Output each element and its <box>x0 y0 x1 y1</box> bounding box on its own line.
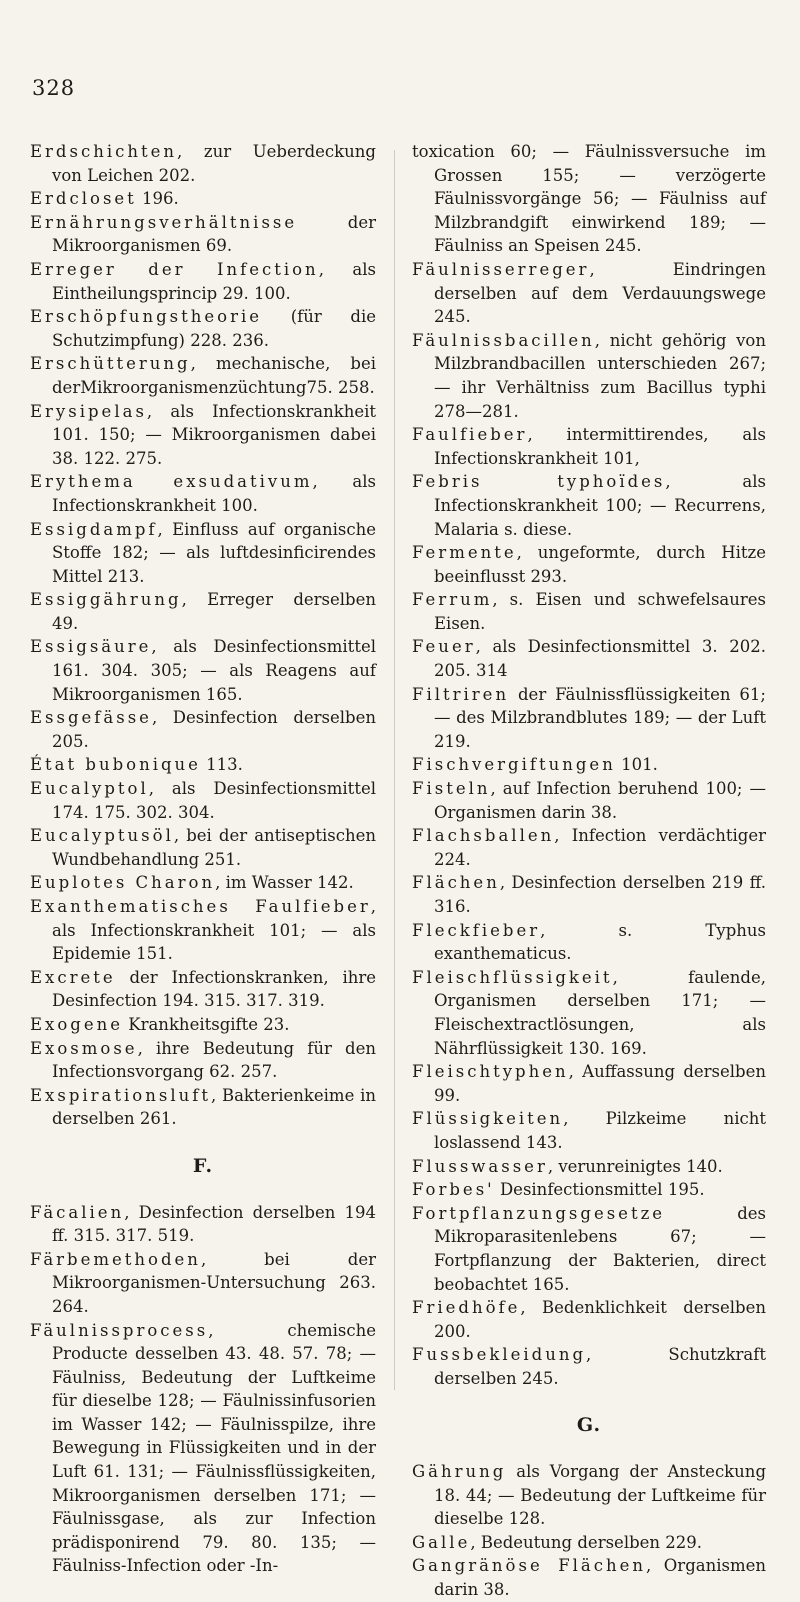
entry-text: , Desinfection derselben 219 ff. 316. <box>434 873 766 916</box>
entry-text: Desinfectionsmittel 195. <box>494 1180 705 1200</box>
entry-text: , s. Typhus exanthematicus. <box>434 920 766 964</box>
index-entry <box>412 541 766 588</box>
index-entry <box>30 1201 376 1248</box>
entry-text: Krankheitsgifte 23. <box>123 1014 290 1034</box>
entry-text: , chemische Producte desselben 43. 48. 57. 78; — Fäulniss, Bedeutung der Luftkeime für dieselbe 128; — Fäulnissinfusorien im Wasser 142; — Fäulnisspilze, ihre Bewegung in Flüssigkeiten und in der Luft 61. 131; — Fäulnissflüssigkeiten, Mikroorganismen derselben 171; — Fäulnissgase, als zur Infection prädisponirend 79. 80. 135; — Fäulniss-Infection oder -In- <box>52 1320 376 1576</box>
entry-headword: Gährung <box>412 1462 507 1482</box>
entry-text: , als Desinfectionsmittel 174. 175. 302. 304. <box>52 779 376 822</box>
page-number: 328 <box>32 76 76 100</box>
entry-text: 196. <box>136 189 179 209</box>
entry-text: , Pilzkeime nicht loslassend 143. <box>434 1109 766 1152</box>
index-entry <box>30 1319 376 1579</box>
index-entry <box>30 258 376 305</box>
entry-headword: Erschütterung <box>30 354 191 374</box>
entry-text: , Desinfection derselben 194 ff. 315. 317. 519. <box>52 1202 376 1246</box>
entry-text: , Infection verdächtiger 224. <box>434 826 766 869</box>
entry-headword: Eucalyptusöl <box>30 826 174 846</box>
index-entry <box>412 1296 766 1343</box>
entry-text: , Einfluss auf organische Stoffe 182; — als luftdesinficirendes Mittel 213. <box>52 519 376 586</box>
index-entry <box>30 966 376 1013</box>
index-entry <box>30 1084 376 1131</box>
index-entry <box>412 824 766 871</box>
entry-headword: Exspirationsluft <box>30 1085 211 1105</box>
entry-headword: Exogene <box>30 1014 124 1034</box>
entry-text: , als Desinfectionsmittel 161. 304. 305; — als Reagens auf Mikroorganismen 165. <box>52 637 376 704</box>
index-entry <box>412 1107 766 1154</box>
entry-text: , Bedeutung derselben 229. <box>470 1532 703 1552</box>
index-entry <box>30 871 376 895</box>
entry-headword: Fäulnissbacillen <box>412 330 595 350</box>
entry-text: , ihre Bedeutung für den Infectionsvorgang 62. 257. <box>52 1038 376 1082</box>
index-entry <box>412 1060 766 1107</box>
entry-text: , Erreger derselben 49. <box>52 590 376 633</box>
entry-text: , faulende, Organismen derselben 171; — Fleischextractlösungen, als Nährflüssigkeit 130. 169. <box>434 967 766 1058</box>
entry-headword: Febris typhoïdes <box>412 472 666 492</box>
entry-headword: Fisteln <box>412 779 491 799</box>
index-entry <box>412 423 766 470</box>
entry-headword: Fäulnissprocess <box>30 1320 209 1340</box>
index-entry <box>30 588 376 635</box>
index-entry <box>30 400 376 471</box>
index-entry <box>412 753 766 777</box>
section-letter: G. <box>576 1414 602 1437</box>
entry-text: , als Infectionskrankheit 100. <box>52 472 376 515</box>
index-entry <box>30 470 376 517</box>
entry-headword: Flusswasser <box>412 1156 548 1176</box>
entry-headword: Fortpflanzungsgesetze <box>412 1203 666 1223</box>
index-entry <box>412 1531 766 1555</box>
index-entry <box>412 329 766 423</box>
entry-headword: Färbemethoden <box>30 1249 201 1269</box>
index-entry <box>412 683 766 754</box>
index-entry <box>412 1155 766 1179</box>
entry-text: , Schutzkraft derselben 245. <box>434 1345 766 1388</box>
right-column <box>412 140 766 1602</box>
entry-text: , bei der antiseptischen Wundbehandlung 251. <box>52 826 376 869</box>
left-column <box>30 140 376 1578</box>
index-entry <box>30 753 376 777</box>
entry-text: , bei der Mikroorganismen-Untersuchung 263. 264. <box>52 1249 376 1316</box>
entry-text: , intermittirendes, als Infectionskrankheit 101, <box>434 425 766 468</box>
entry-text: , s. Eisen und schwefelsaures Eisen. <box>434 590 766 633</box>
entry-text: 101. <box>615 755 658 775</box>
entry-headword: Forbes' <box>412 1180 495 1200</box>
entry-headword: Excrete <box>30 967 116 987</box>
column-divider <box>394 150 395 1390</box>
entry-text: , zur Ueberdeckung von Leichen 202. <box>52 142 376 185</box>
entry-text: , verunreinigtes 140. <box>547 1156 723 1176</box>
entry-headword: Fäulnisserreger <box>412 259 590 279</box>
entry-headword: Flüssigkeiten <box>412 1109 564 1129</box>
index-entry <box>30 895 376 966</box>
entry-headword: Exanthematisches Faulfieber <box>30 897 371 916</box>
index-entry <box>412 635 766 682</box>
entry-text: (für die Schutzimpfung) 228. 236. <box>52 307 376 350</box>
index-entry <box>30 777 376 824</box>
entry-text: , im Wasser 142. <box>215 873 354 893</box>
entry-headword: Galle <box>412 1532 471 1552</box>
index-entry <box>30 140 376 187</box>
entry-headword: Euplotes Charon <box>30 873 216 893</box>
entry-text: , mechanische, bei derMikroorganismenzüchtung75. 258. <box>52 354 376 397</box>
entry-headword: Eucalyptol <box>30 779 149 799</box>
index-entry <box>30 1037 376 1084</box>
entry-headword: Feuer <box>412 637 476 657</box>
entry-headword: Essigsäure <box>30 637 152 657</box>
entry-text: der Fäulnissflüssigkeiten 61; — des Milzbrandblutes 189; — der Luft 219. <box>434 684 766 751</box>
index-entry <box>412 258 766 329</box>
entry-text: , als Desinfectionsmittel 3. 202. 205. 314 <box>434 637 766 681</box>
entry-headword: Essigdampf <box>30 519 158 539</box>
entry-headword: Erysipelas <box>30 401 147 421</box>
index-entry <box>30 518 376 589</box>
entry-text: , Eindringen derselben auf dem Verdauungswege 245. <box>434 259 766 327</box>
index-entry <box>30 824 376 871</box>
entry-text: , als Infectionskrankheit 101. 150; — Mikroorganismen dabei 38. 122. 275. <box>52 401 376 468</box>
index-entry-continuation <box>412 140 766 258</box>
index-entry <box>412 1460 766 1531</box>
index-entry <box>30 1248 376 1319</box>
entry-text: , als Eintheilungsprincip 29. 100. <box>52 259 376 303</box>
entry-headword: Faulfieber <box>412 425 528 445</box>
entry-headword: Fäcalien <box>30 1202 125 1222</box>
entry-text: , nicht gehörig von Milzbrandbacillen unterschieden 267; — ihr Verhältniss zum Bacillus typhi 278—281. <box>434 330 766 421</box>
entry-text: , auf Infection beruhend 100; — Organismen darin 38. <box>434 779 766 822</box>
entry-text: des Mikroparasitenlebens 67; — Fortpflanzung der Bakterien, direct beobachtet 165. <box>434 1203 766 1294</box>
entry-text: , Auffassung derselben 99. <box>434 1062 766 1105</box>
entry-headword: Fermente <box>412 543 517 563</box>
entry-headword: Erdschichten <box>30 142 177 161</box>
entry-text: als Vorgang der Ansteckung 18. 44; — Bedeutung der Luftkeime für dieselbe 128. <box>434 1462 766 1529</box>
entry-text: , ungeformte, durch Hitze beeinflusst 293. <box>434 543 766 586</box>
index-entry <box>412 1554 766 1601</box>
entry-headword: Erythema exsudativum <box>30 472 313 492</box>
entry-headword: Erdcloset <box>30 189 137 209</box>
index-entry <box>412 1202 766 1296</box>
entry-headword: Flachsballen <box>412 826 555 846</box>
index-entry <box>30 211 376 258</box>
entry-headword: Erreger der Infection <box>30 259 319 279</box>
entry-text: , als Infectionskrankheit 101; — als Epidemie 151. <box>52 897 376 964</box>
entry-headword: Essgefässe <box>30 708 152 728</box>
index-entry <box>30 635 376 706</box>
entry-headword: Fleckfieber <box>412 920 541 940</box>
entry-text: , Bedenklichkeit derselben 200. <box>434 1298 766 1341</box>
entry-headword: Essiggährung <box>30 590 182 610</box>
entry-headword: Fussbekleidung <box>412 1345 587 1365</box>
entry-headword: Gangränöse Flächen <box>412 1556 647 1576</box>
entry-text: , Organismen darin 38. <box>434 1556 767 1600</box>
index-entry <box>412 871 766 918</box>
section-letter: F. <box>192 1154 214 1177</box>
entry-headword: Erschöpfungstheorie <box>30 307 263 327</box>
entry-headword: Fischvergiftungen <box>412 755 616 775</box>
entry-text: , Desinfection derselben 205. <box>52 708 376 751</box>
entry-text: , Bakterienkeime in derselben 261. <box>52 1085 376 1129</box>
index-entry <box>30 187 376 211</box>
entry-text: der Mikroorganismen 69. <box>52 212 376 256</box>
index-entry <box>412 777 766 824</box>
entry-headword: Friedhöfe <box>412 1298 521 1318</box>
index-entry <box>412 1178 766 1202</box>
index-entry <box>412 966 766 1060</box>
entry-text: , als Infectionskrankheit 100; — Recurrens, Malaria s. diese. <box>434 472 766 539</box>
entry-text: der Infectionskranken, ihre Desinfection 194. 315. 317. 319. <box>52 967 376 1011</box>
index-entry <box>30 352 376 399</box>
entry-text: toxication 60; — Fäulnissversuche im Grossen 155; — verzögerte Fäulnissvorgänge 56; — Fäulniss auf Milzbrandgift einwirkend 189; — Fäulniss an Speisen 245. <box>412 142 766 256</box>
entry-text: 113. <box>200 755 243 775</box>
index-entry <box>412 919 766 966</box>
entry-headword: Flächen <box>412 873 500 893</box>
entry-headword: Fleischflüssigkeit <box>412 967 613 987</box>
index-entry <box>412 470 766 541</box>
entry-headword: Ernährungsverhältnisse <box>30 212 298 232</box>
index-entry <box>30 1013 376 1037</box>
entry-headword: Ferrum <box>412 590 493 610</box>
index-entry <box>30 305 376 352</box>
entry-headword: Fleischtyphen <box>412 1062 569 1082</box>
entry-headword: État bubonique <box>30 755 201 775</box>
index-entry <box>30 706 376 753</box>
index-entry <box>412 1343 766 1390</box>
entry-headword: Filtriren <box>412 684 510 704</box>
index-entry <box>412 588 766 635</box>
entry-headword: Exosmose <box>30 1038 138 1058</box>
